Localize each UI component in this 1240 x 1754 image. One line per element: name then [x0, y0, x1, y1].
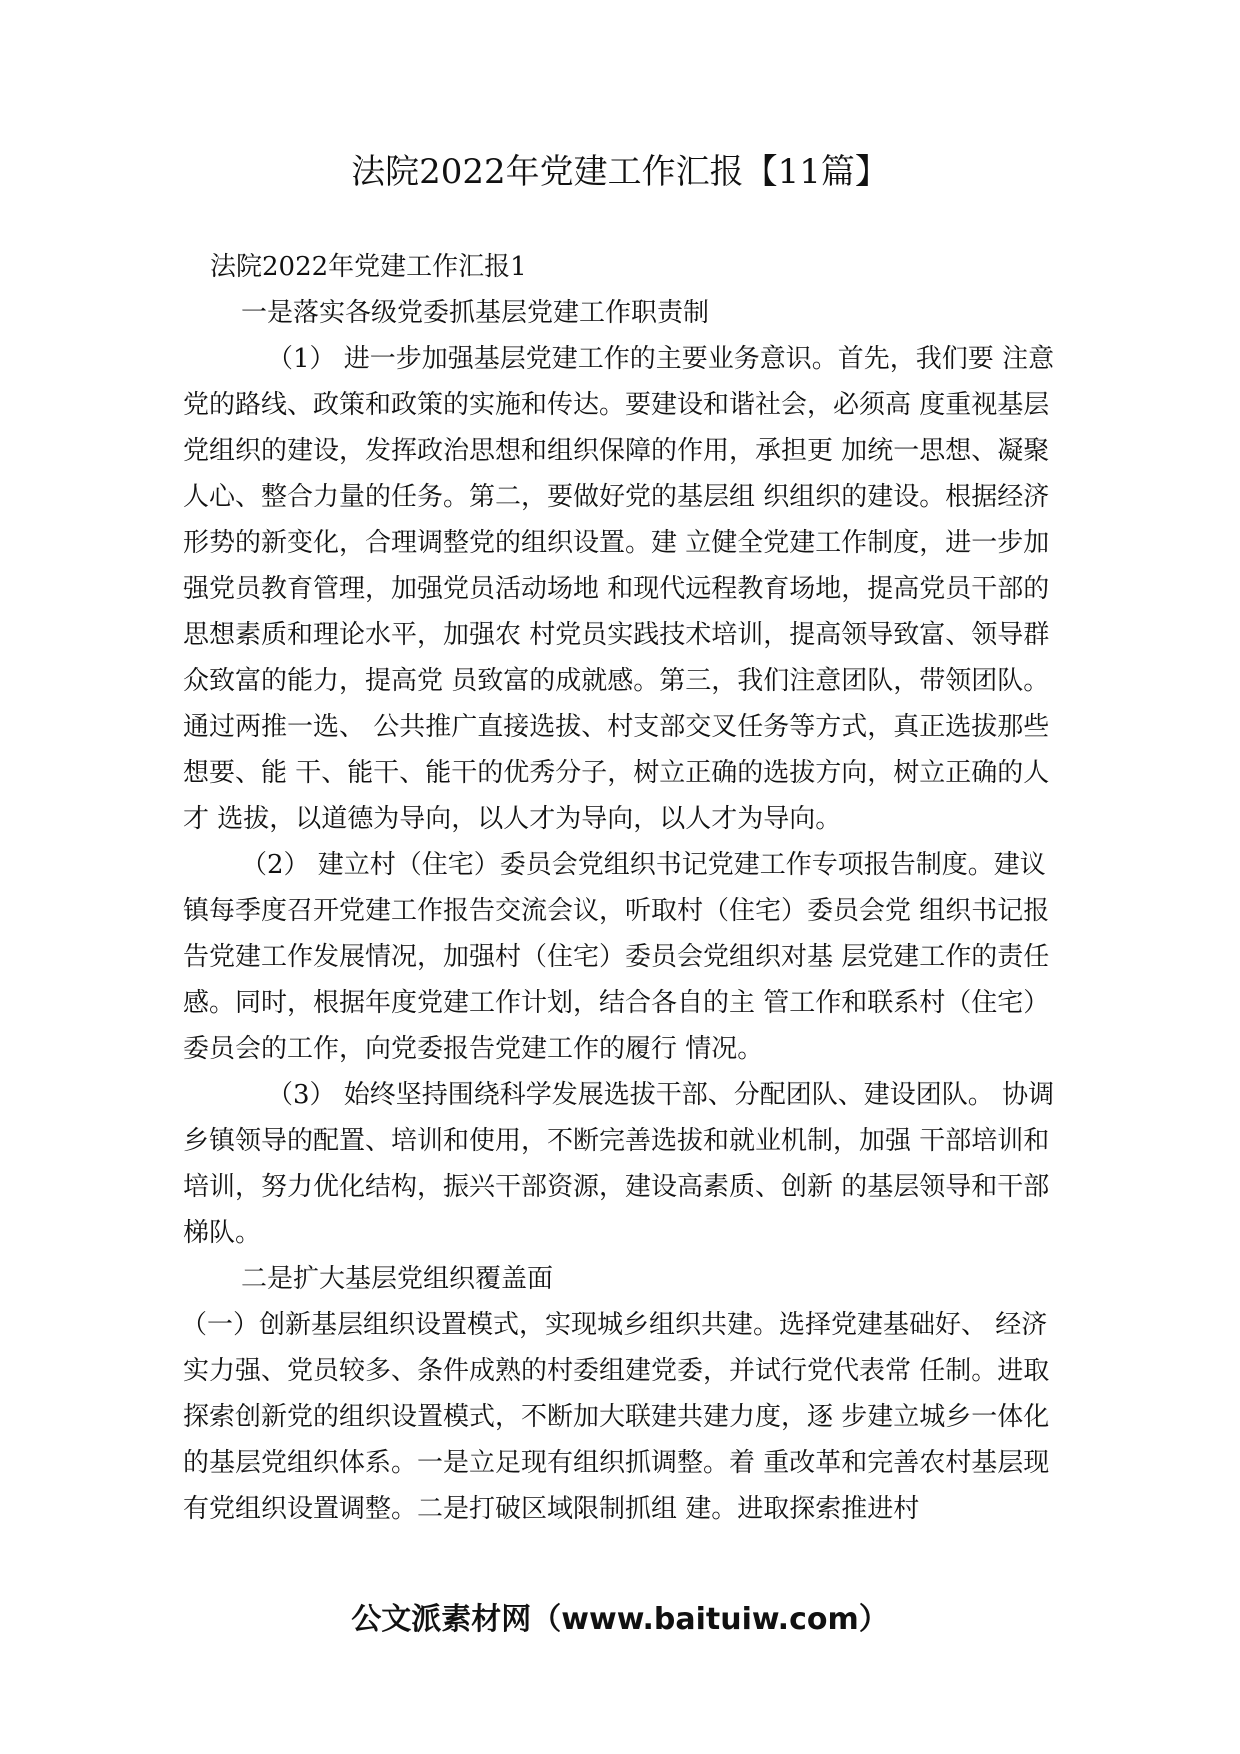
footer-watermark: 公文派素材网（www.baituiw.com）	[351, 1602, 889, 1637]
article-title: 法院2022年党建工作汇报1	[210, 252, 527, 282]
section-heading-1: 一是落实各级党委抓基层党建工作职责制	[241, 298, 710, 328]
paragraph-item-3: （3） 始终坚持围绕科学发展选拔干部、分配团队、建设团队。 协调乡镇领导的配置、培训和使用，不断完善选拔和就业机制，加强 干部培训和培训，努力优化结构，振兴干部资源，建设高素质、创新 的基层领导和干部梯队。	[183, 1080, 1055, 1248]
paragraph-item-4: （一）创新基层组织设置模式，实现城乡组织共建。选择党建基础好、 经济实力强、党员较多、条件成熟的村委组建党委，并试行党代表常 任制。进取探索创新党的组织设置模式，不断加大联建共建力度，逐 步建立城乡一体化的基层党组织体系。一是立足现有组织抓调整。着 重改革和完善农村基层现有党组织设置调整。二是打破区域限制抓组 建。进取探索推进村	[181, 1310, 1050, 1524]
paragraph-item-2: （2） 建立村（住宅）委员会党组织书记党建工作专项报告制度。建议镇每季度召开党建工作报告交流会议，听取村（住宅）委员会党 组织书记报告党建工作发展情况，加强村（住宅）委员会党组织对基 层党建工作的责任感。同时，根据年度党建工作计划，结合各自的主 管工作和联系村（住宅）委员会的工作，向党委报告党建工作的履行 情况。	[183, 850, 1050, 1064]
document-body	[183, 244, 1063, 1532]
paragraph-item-1: （1） 进一步加强基层党建工作的主要业务意识。首先，我们要 注意党的路线、政策和政策的实施和传达。要建设和谐社会，必须高 度重视基层党组织的建设，发挥政治思想和组织保障的作用，承担更 加统一思想、凝聚人心、整合力量的任务。第二，要做好党的基层组 织组织的建设。根据经济形势的新变化，合理调整党的组织设置。建 立健全党建工作制度，进一步加强党员教育管理，加强党员活动场地 和现代远程教育场地，提高党员干部的思想素质和理论水平，加强农 村党员实践技术培训，提高领导致富、领导群众致富的能力，提高党 员致富的成就感。第三，我们注意团队，带领团队。通过两推一选、 公共推广直接选拔、村支部交叉任务等方式，真正选拔那些想要、能 干、能干、能干的优秀分子，树立正确的选拔方向，树立正确的人才 选拔，以道德为导向，以人才为导向，以人才为导向。	[183, 344, 1055, 834]
section-heading-2: 二是扩大基层党组织覆盖面	[241, 1264, 554, 1294]
document-title: 法院2022年党建工作汇报【11篇】	[351, 152, 889, 192]
